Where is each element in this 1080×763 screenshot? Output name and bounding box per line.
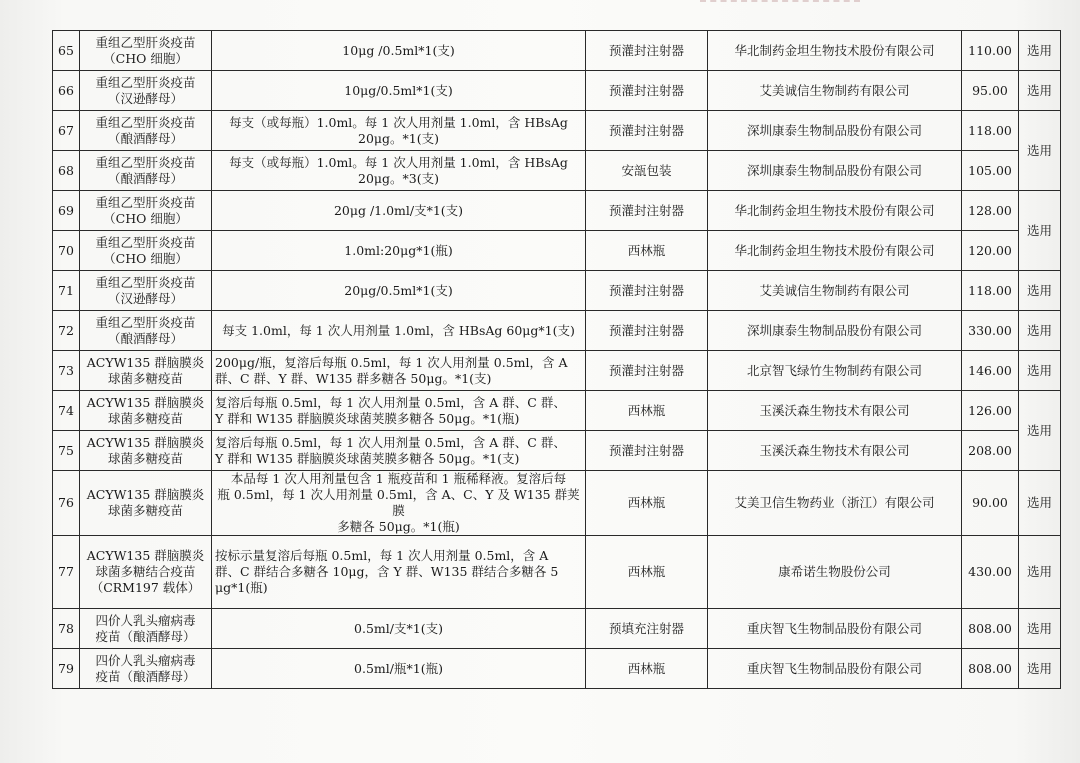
- table-row: [53, 536, 1061, 609]
- specification: 每支 1.0ml，每 1 次人用剂量 1.0ml，含 HBsAg 60μg*1(支): [212, 311, 586, 351]
- manufacturer: 玉溪沃森生物技术有限公司: [708, 431, 962, 471]
- remark: 选用: [1019, 111, 1061, 191]
- packaging: 预填充注射器: [586, 609, 708, 649]
- table-row: [53, 151, 1061, 191]
- specification: 20μg/0.5ml*1(支): [212, 271, 586, 311]
- price: 808.00: [962, 609, 1019, 649]
- vaccine-name: ACYW135 群脑膜炎 球菌多糖疫苗: [80, 351, 212, 391]
- packaging: 预灌封注射器: [586, 111, 708, 151]
- remark: 选用: [1019, 649, 1061, 689]
- row-number: 70: [53, 231, 80, 271]
- price: 808.00: [962, 649, 1019, 689]
- vaccine-name: ACYW135 群脑膜炎 球菌多糖结合疫苗 （CRM197 载体）: [80, 536, 212, 609]
- table-row: [53, 431, 1061, 471]
- row-number: 66: [53, 71, 80, 111]
- price: 330.00: [962, 311, 1019, 351]
- table-row: [53, 71, 1061, 111]
- table-row: [53, 609, 1061, 649]
- specification: 复溶后每瓶 0.5ml，每 1 次人用剂量 0.5ml，含 A 群、C 群、 Y 群和 W135 群脑膜炎球菌荚膜多糖各 50μg。*1(支): [212, 431, 586, 471]
- manufacturer: 玉溪沃森生物技术有限公司: [708, 391, 962, 431]
- packaging: 预灌封注射器: [586, 431, 708, 471]
- table-row: [53, 351, 1061, 391]
- table-row: [53, 31, 1061, 71]
- vaccine-name: 四价人乳头瘤病毒 疫苗（酿酒酵母）: [80, 649, 212, 689]
- price: 208.00: [962, 431, 1019, 471]
- packaging: 预灌封注射器: [586, 191, 708, 231]
- specification: 复溶后每瓶 0.5ml，每 1 次人用剂量 0.5ml，含 A 群、C 群、 Y 群和 W135 群脑膜炎球菌荚膜多糖各 50μg。*1(瓶): [212, 391, 586, 431]
- manufacturer: 深圳康泰生物制品股份有限公司: [708, 311, 962, 351]
- row-number: 69: [53, 191, 80, 231]
- remark: 选用: [1019, 31, 1061, 71]
- row-number: 73: [53, 351, 80, 391]
- specification: 10μg /0.5ml*1(支): [212, 31, 586, 71]
- packaging: 预灌封注射器: [586, 71, 708, 111]
- row-number: 78: [53, 609, 80, 649]
- specification: 20μg /1.0ml/支*1(支): [212, 191, 586, 231]
- manufacturer: 华北制药金坦生物技术股份有限公司: [708, 31, 962, 71]
- vaccine-table: [52, 30, 1061, 689]
- specification: 按标示量复溶后每瓶 0.5ml，每 1 次人用剂量 0.5ml，含 A 群、C 群结合多糖各 10μg，含 Y 群、W135 群结合多糖各 5 μg*1(瓶): [212, 536, 586, 609]
- row-number: 65: [53, 31, 80, 71]
- manufacturer: 艾美诚信生物制药有限公司: [708, 71, 962, 111]
- price: 90.00: [962, 471, 1019, 536]
- table-row: [53, 231, 1061, 271]
- packaging: 预灌封注射器: [586, 31, 708, 71]
- remark: 选用: [1019, 609, 1061, 649]
- specification: 每支（或每瓶）1.0ml。每 1 次人用剂量 1.0ml，含 HBsAg 20μg。*3(支): [212, 151, 586, 191]
- vaccine-name: ACYW135 群脑膜炎 球菌多糖疫苗: [80, 431, 212, 471]
- packaging: 西林瓶: [586, 231, 708, 271]
- price: 128.00: [962, 191, 1019, 231]
- price: 120.00: [962, 231, 1019, 271]
- manufacturer: 华北制药金坦生物技术股份有限公司: [708, 231, 962, 271]
- row-number: 76: [53, 471, 80, 536]
- packaging: 安瓿包装: [586, 151, 708, 191]
- table-row: [53, 311, 1061, 351]
- manufacturer: 艾美卫信生物药业（浙江）有限公司: [708, 471, 962, 536]
- vaccine-name: 重组乙型肝炎疫苗 （酿酒酵母）: [80, 151, 212, 191]
- manufacturer: 北京智飞绿竹生物制药有限公司: [708, 351, 962, 391]
- row-number: 75: [53, 431, 80, 471]
- price: 118.00: [962, 271, 1019, 311]
- manufacturer: 康希诺生物股份公司: [708, 536, 962, 609]
- manufacturer: 重庆智飞生物制品股份有限公司: [708, 609, 962, 649]
- manufacturer: 深圳康泰生物制品股份有限公司: [708, 111, 962, 151]
- remark: 选用: [1019, 471, 1061, 536]
- row-number: 68: [53, 151, 80, 191]
- vaccine-name: 重组乙型肝炎疫苗 （CHO 细胞）: [80, 31, 212, 71]
- table-row: [53, 649, 1061, 689]
- vaccine-name: 重组乙型肝炎疫苗 （酿酒酵母）: [80, 111, 212, 151]
- remark: 选用: [1019, 391, 1061, 471]
- table-row: [53, 111, 1061, 151]
- row-number: 72: [53, 311, 80, 351]
- row-number: 71: [53, 271, 80, 311]
- packaging: 预灌封注射器: [586, 311, 708, 351]
- table-row: [53, 271, 1061, 311]
- manufacturer: 重庆智飞生物制品股份有限公司: [708, 649, 962, 689]
- specification: 1.0ml:20μg*1(瓶): [212, 231, 586, 271]
- specification: 每支（或每瓶）1.0ml。每 1 次人用剂量 1.0ml，含 HBsAg 20μg。*1(支): [212, 111, 586, 151]
- packaging: 西林瓶: [586, 649, 708, 689]
- vaccine-name: 重组乙型肝炎疫苗 （汉逊酵母）: [80, 71, 212, 111]
- vaccine-name: 重组乙型肝炎疫苗 （CHO 细胞）: [80, 191, 212, 231]
- vaccine-name: ACYW135 群脑膜炎 球菌多糖疫苗: [80, 471, 212, 536]
- table-row: [53, 391, 1061, 431]
- price: 146.00: [962, 351, 1019, 391]
- specification: 本品每 1 次人用剂量包含 1 瓶疫苗和 1 瓶稀释液。复溶后每 瓶 0.5ml，每 1 次人用剂量 0.5ml，含 A、C、Y 及 W135 群荚膜 多糖各 50μg。*1(瓶): [212, 471, 586, 536]
- specification: 200μg/瓶，复溶后每瓶 0.5ml，每 1 次人用剂量 0.5ml，含 A 群、C 群、Y 群、W135 群多糖各 50μg。*1(支): [212, 351, 586, 391]
- remark: 选用: [1019, 536, 1061, 609]
- vaccine-name: 重组乙型肝炎疫苗 （CHO 细胞）: [80, 231, 212, 271]
- table-row: [53, 191, 1061, 231]
- remark: 选用: [1019, 71, 1061, 111]
- price: 105.00: [962, 151, 1019, 191]
- vaccine-name: 四价人乳头瘤病毒 疫苗（酿酒酵母）: [80, 609, 212, 649]
- row-number: 79: [53, 649, 80, 689]
- packaging: 西林瓶: [586, 471, 708, 536]
- manufacturer: 华北制药金坦生物技术股份有限公司: [708, 191, 962, 231]
- packaging: 预灌封注射器: [586, 271, 708, 311]
- price: 118.00: [962, 111, 1019, 151]
- specification: 10μg/0.5ml*1(支): [212, 71, 586, 111]
- price: 430.00: [962, 536, 1019, 609]
- manufacturer: 深圳康泰生物制品股份有限公司: [708, 151, 962, 191]
- specification: 0.5ml/瓶*1(瓶): [212, 649, 586, 689]
- remark: 选用: [1019, 311, 1061, 351]
- row-number: 74: [53, 391, 80, 431]
- packaging: 西林瓶: [586, 536, 708, 609]
- vaccine-name: ACYW135 群脑膜炎 球菌多糖疫苗: [80, 391, 212, 431]
- price: 126.00: [962, 391, 1019, 431]
- packaging: 预灌封注射器: [586, 351, 708, 391]
- price: 95.00: [962, 71, 1019, 111]
- packaging: 西林瓶: [586, 391, 708, 431]
- vaccine-name: 重组乙型肝炎疫苗 （汉逊酵母）: [80, 271, 212, 311]
- remark: 选用: [1019, 271, 1061, 311]
- vaccine-name: 重组乙型肝炎疫苗 （酿酒酵母）: [80, 311, 212, 351]
- row-number: 67: [53, 111, 80, 151]
- page-mark: [700, 0, 860, 6]
- table-row: [53, 471, 1061, 536]
- price: 110.00: [962, 31, 1019, 71]
- remark: 选用: [1019, 191, 1061, 271]
- manufacturer: 艾美诚信生物制药有限公司: [708, 271, 962, 311]
- remark: 选用: [1019, 351, 1061, 391]
- row-number: 77: [53, 536, 80, 609]
- specification: 0.5ml/支*1(支): [212, 609, 586, 649]
